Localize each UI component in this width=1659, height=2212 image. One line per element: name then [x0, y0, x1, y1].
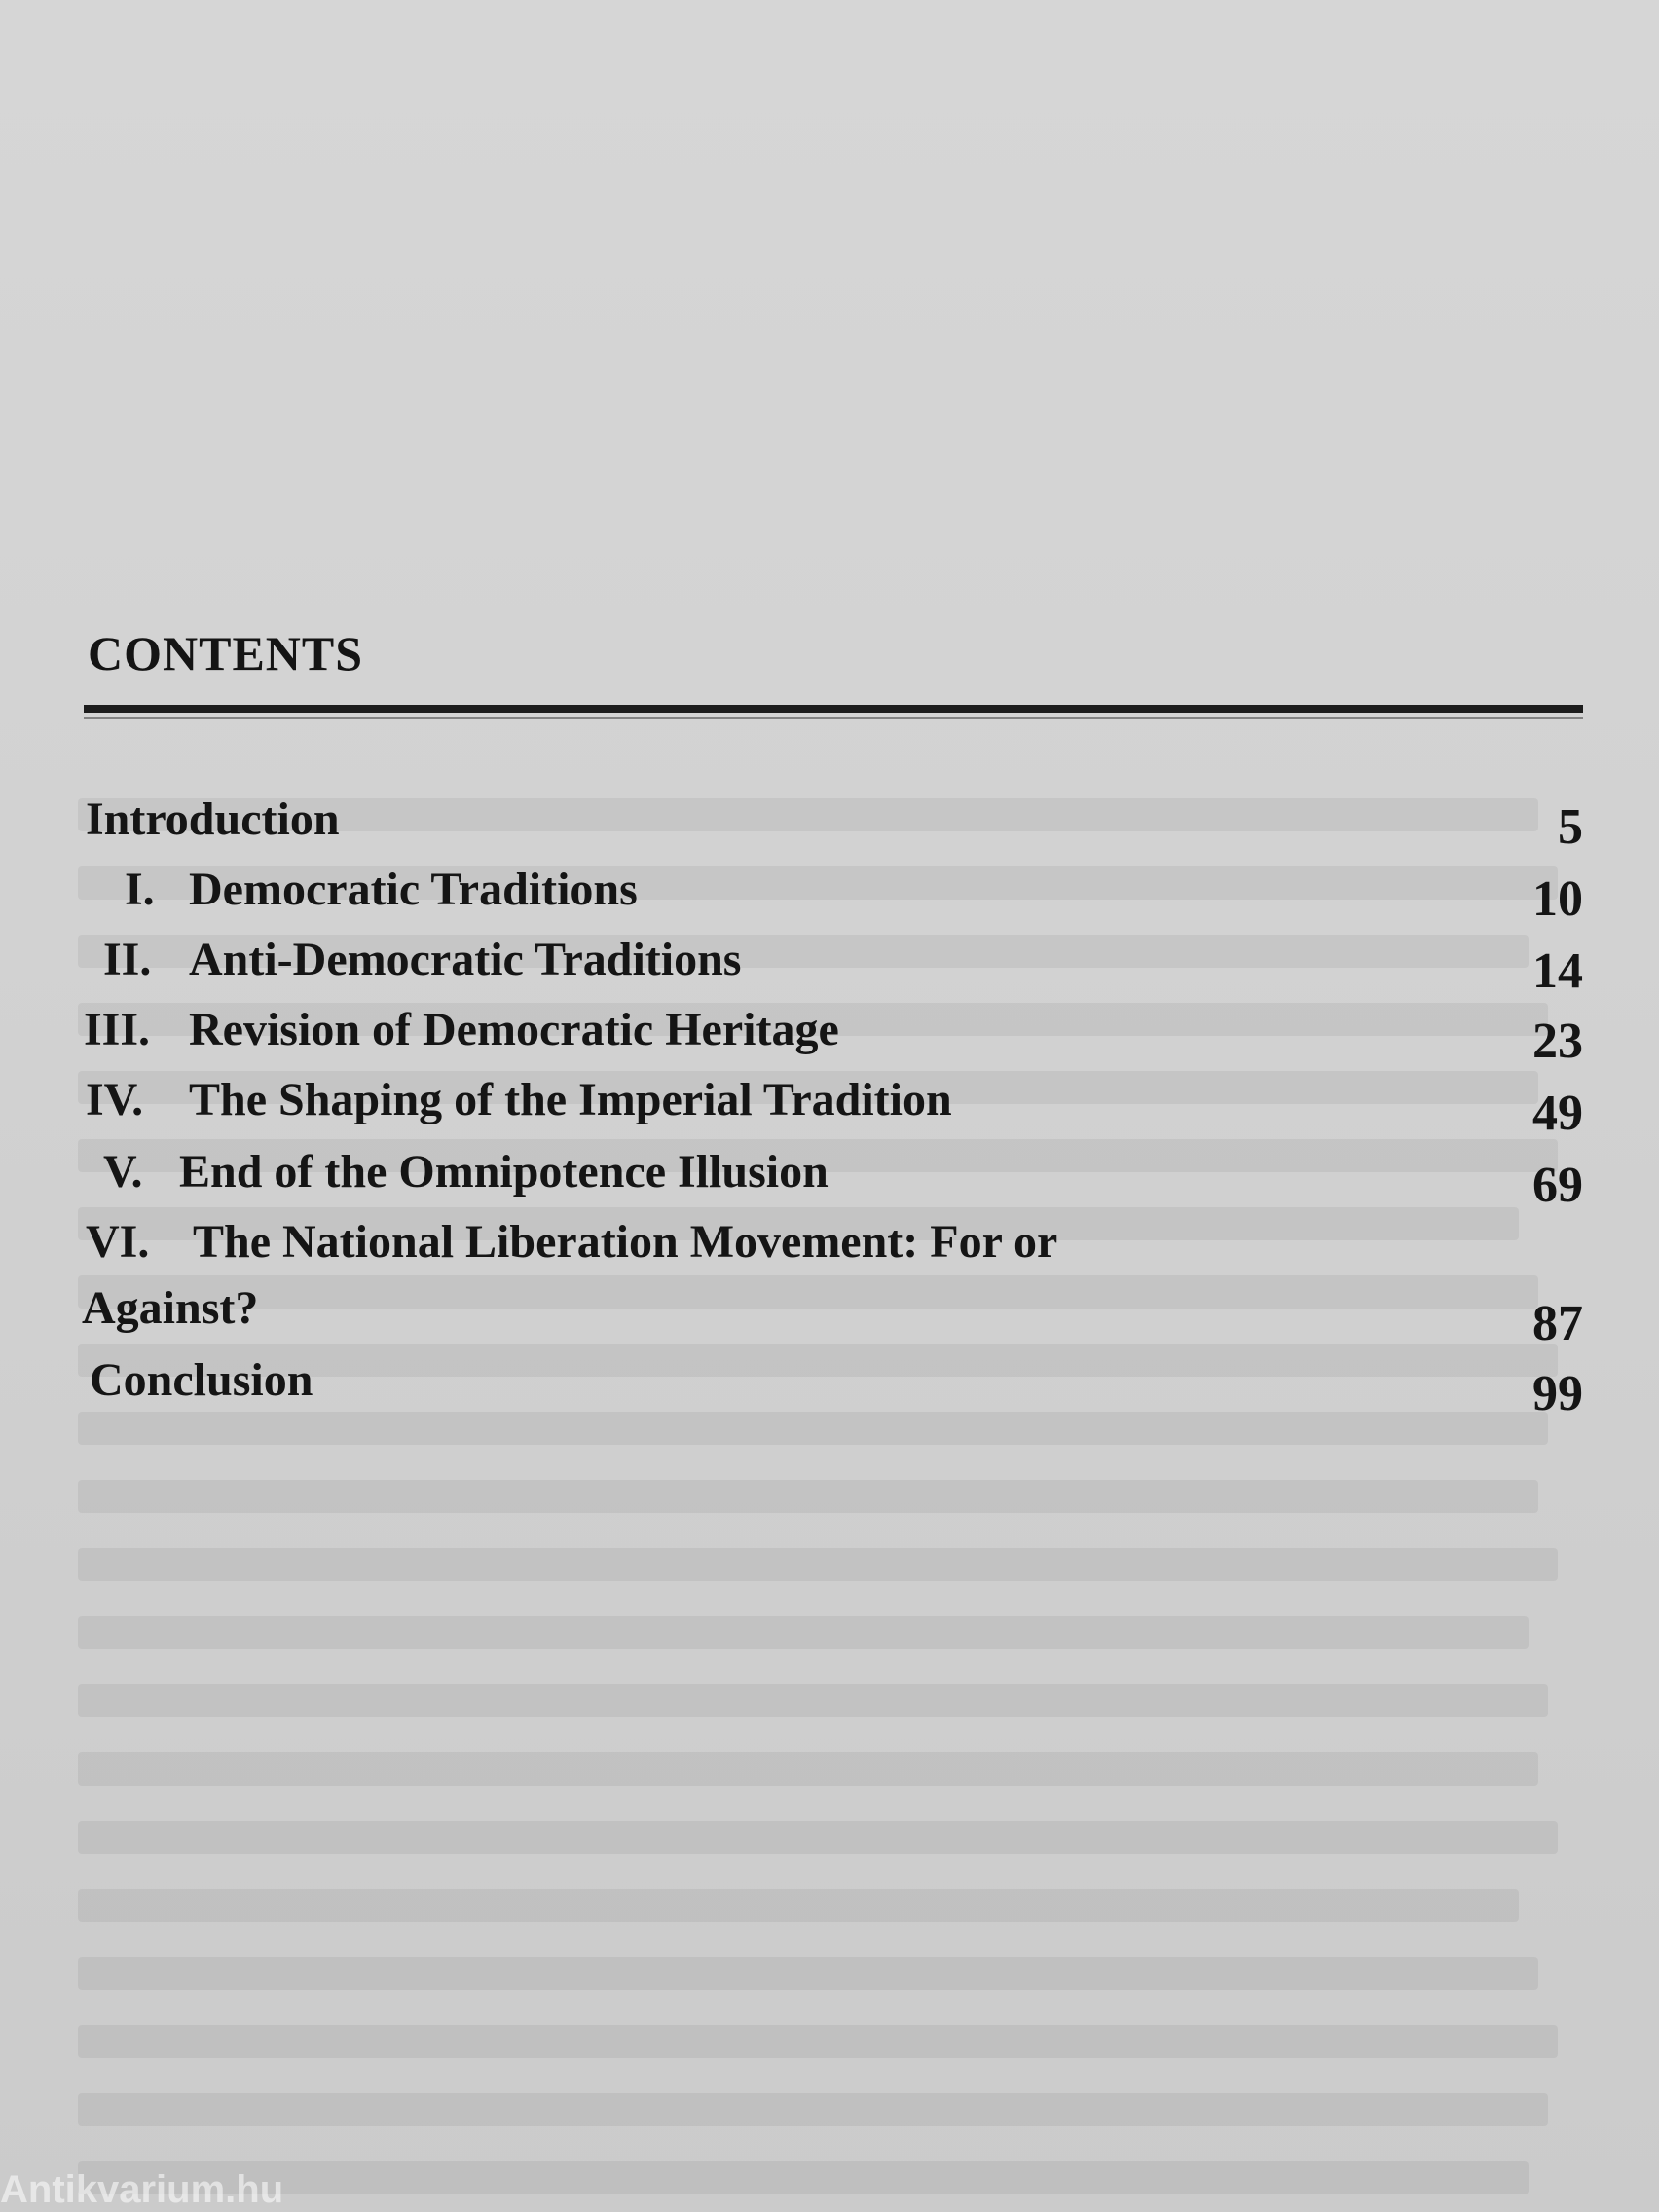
- toc-entry-number: II.: [103, 934, 152, 985]
- heading-rule: [84, 705, 1583, 713]
- toc-entry-chapter-5[interactable]: [0, 1145, 1659, 1213]
- toc-entry-page: 23: [1532, 1014, 1583, 1069]
- toc-entry-page: 87: [1532, 1296, 1583, 1351]
- toc-entry-page: 49: [1532, 1086, 1583, 1141]
- toc-entry-number: IV.: [86, 1074, 144, 1125]
- toc-entry-title-continued: Against?: [82, 1282, 259, 1334]
- toc-entry-number: I.: [125, 864, 155, 915]
- toc-entry-page: 99: [1532, 1366, 1583, 1421]
- toc-entry-conclusion[interactable]: [0, 1353, 1659, 1421]
- toc-entry-title: Introduction: [86, 793, 340, 845]
- toc-entry-title: The Shaping of the Imperial Tradition: [189, 1074, 952, 1125]
- toc-entry-page: 10: [1532, 871, 1583, 927]
- toc-entry-number: III.: [84, 1004, 151, 1055]
- toc-entry-title: Anti-Democratic Traditions: [189, 934, 742, 985]
- toc-entry-chapter-6[interactable]: [0, 1215, 1659, 1351]
- toc-entry-chapter-1[interactable]: [0, 863, 1659, 927]
- toc-entry-introduction[interactable]: [0, 793, 1659, 855]
- toc-entry-page: 69: [1532, 1158, 1583, 1213]
- toc-entry-number: V.: [103, 1146, 143, 1198]
- toc-entry-chapter-4[interactable]: [0, 1073, 1659, 1141]
- toc-entry-page: 14: [1532, 943, 1583, 999]
- toc-entry-page: 5: [1558, 799, 1583, 855]
- toc-entry-title: Democratic Traditions: [189, 864, 638, 915]
- toc-entry-title: End of the Omnipotence Illusion: [179, 1146, 829, 1198]
- toc-entry-title: Revision of Democratic Heritage: [189, 1004, 839, 1055]
- contents-heading: CONTENTS: [88, 626, 364, 681]
- toc-entry-number: VI.: [86, 1216, 150, 1268]
- toc-entry-chapter-3[interactable]: [0, 1003, 1659, 1069]
- toc-entry-title: Conclusion: [90, 1354, 313, 1406]
- watermark-text: Antikvarium.hu: [0, 2168, 284, 2211]
- toc-entry-chapter-2[interactable]: [0, 933, 1659, 999]
- toc-entry-title: The National Liberation Movement: For or: [193, 1216, 1058, 1268]
